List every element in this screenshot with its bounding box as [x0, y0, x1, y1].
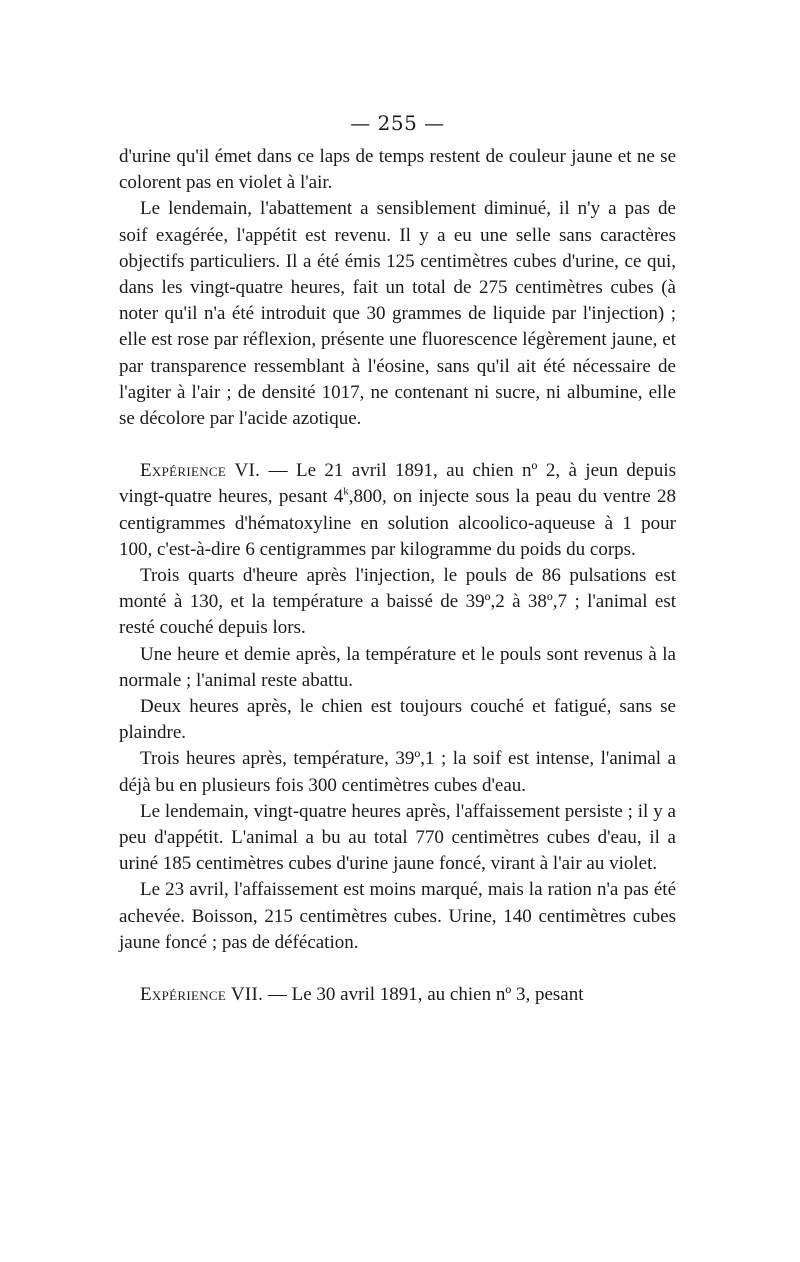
experience-vii-heading: Expérience VII. — [140, 984, 264, 1006]
page-number: — 255 — — [350, 111, 445, 135]
experience-vii-text: — Le 30 avril 1891, au chien nº 3, pesant — [263, 984, 584, 1006]
paragraph-continuation: d'urine qu'il émet dans ce laps de temps restent de couleur jaune et ne se colorent pas en violet à l'air. — [119, 146, 676, 194]
paragraph-lendemain-2: Le lendemain, vingt-quatre heures après, l'affaissement persiste ; il y a peu d'appétit. L'animal a bu au total 770 centimètres cubes d'eau, il a uriné 185 centimètres cubes d'urine jaune foncé, virant à l'air au violet. — [119, 800, 676, 875]
paragraph-experience-vii — [119, 982, 676, 1008]
paragraph-trois-quarts: Trois quarts d'heure après l'injection, le pouls de 86 pulsations est monté à 130, et la température a baissé de 39º,2 à 38º,7 ; l'animal est resté couché depuis lors. — [119, 565, 676, 639]
paragraph-experience-vi — [119, 458, 676, 563]
paragraph-trois-heures: Trois heures après, température, 39º,1 ; la soif est intense, l'animal a déjà bu en plusieurs fois 300 centimètres cubes d'eau. — [119, 748, 676, 796]
paragraph-deux-heures: Deux heures après, le chien est toujours couché et fatigué, sans se plaindre. — [119, 696, 676, 744]
section-gap — [119, 432, 676, 458]
experience-vi-heading: Expérience VI. — [140, 460, 261, 482]
paragraph-lendemain: Le lendemain, l'abattement a sensiblement diminué, il n'y a pas de soif exagérée, l'appétit est revenu. Il y a eu une selle sans caractères objectifs particuliers. Il a été émis 125 centimètres cubes d'urine, ce qui, dans les vingt-quatre heures, fait un total de 275 centimètres cubes (à noter qu'il n'a été introduit que 30 grammes de liquide par l'injection) ; elle est rose par réflexion, présente une fluorescence légèrement jaune, et par transparence ressemblant à l'éosine, sans qu'il ait été nécessaire de l'agiter à l'air ; de densité 1017, ne contenant ni sucre, ni albumine, elle se décolore par l'acide azotique. — [119, 198, 676, 430]
book-page — [119, 108, 676, 1008]
experience-vi-text-a: — Le 21 avril 1891, au chien nº 2, à jeun depuis vingt-quatre heures, pesant 4 — [119, 460, 677, 508]
section-gap-2 — [119, 956, 676, 982]
paragraph-une-heure: Une heure et demie après, la température et le pouls sont revenus à la normale ; l'animal reste abattu. — [119, 643, 676, 691]
experience-vi-text-b: ,800, on injecte sous la peau du ventre 28 centigrammes d'hématoxyline en solution alcoolico-aqueuse à 1 pour 100, c'est-à-dire 6 centigrammes par kilogramme du poids du corps. — [119, 486, 676, 560]
kilogram-superscript: k — [343, 486, 349, 499]
paragraph-23-avril: Le 23 avril, l'affaissement est moins marqué, mais la ration n'a pas été achevée. Boisson, 215 centimètres cubes. Urine, 140 centimètres cubes jaune foncé ; pas de défécation. — [119, 879, 676, 953]
